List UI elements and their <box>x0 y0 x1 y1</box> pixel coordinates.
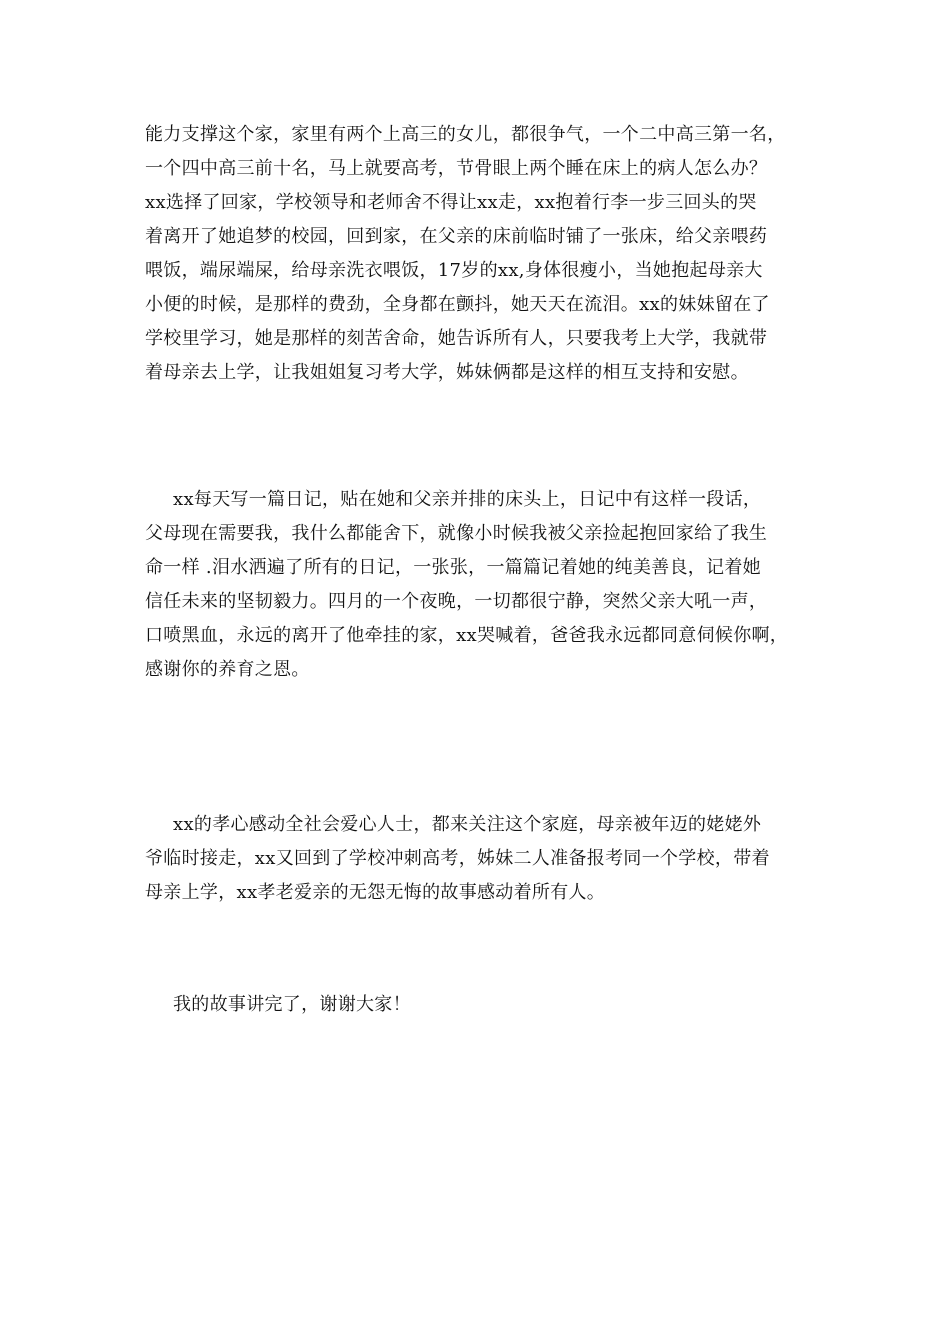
text-line: 父母现在需要我，我什么都能舍下，就像小时候我被父亲捡起抱回家给了我生 <box>145 523 768 544</box>
text-line: 母亲上学，xx孝老爱亲的无怨无悔的故事感动着所有人。 <box>145 882 606 903</box>
text-line: 能力支撑这个家，家里有两个上高三的女儿，都很争气，一个二中高三第一名， <box>145 124 786 145</box>
text-line: 喂饭，端尿端屎，给母亲洗衣喂饭，17岁的xx,身体很瘦小，当她抱起母亲大 <box>145 260 763 281</box>
paragraph-1 <box>145 118 815 390</box>
text-line: xx的孝心感动全社会爱心人士，都来关注这个家庭，母亲被年迈的姥姥外 <box>173 814 762 835</box>
text-line: xx每天写一篇日记，贴在她和父亲并排的床头上，日记中有这样一段话， <box>173 489 762 510</box>
text-line: 感谢你的养育之恩。 <box>145 659 310 680</box>
text-line: 小便的时候，是那样的费劲，全身都在颤抖，她天天在流泪。xx的妹妹留在了 <box>145 294 770 315</box>
paragraph-3 <box>145 808 815 910</box>
text-line: 着母亲去上学，让我姐姐复习考大学，姊妹俩都是这样的相互支持和安慰。 <box>145 362 749 383</box>
text-line: 信任未来的坚韧毅力。四月的一个夜晚，一切都很宁静，突然父亲大吼一声， <box>145 591 768 612</box>
paragraph-4 <box>145 988 815 1022</box>
text-line: 爷临时接走，xx又回到了学校冲刺高考，姊妹二人准备报考同一个学校，带着 <box>145 848 770 869</box>
text-line: 我的故事讲完了，谢谢大家！ <box>173 994 411 1015</box>
paragraph-2 <box>145 483 815 687</box>
text-line: xx选择了回家，学校领导和老师舍不得让xx走，xx抱着行李一步三回头的哭 <box>145 192 757 213</box>
text-line: 口喷黑血，永远的离开了他牵挂的家，xx哭喊着，爸爸我永远都同意伺候你啊， <box>145 625 789 646</box>
text-line: 着离开了她追梦的校园，回到家，在父亲的床前临时铺了一张床，给父亲喂药 <box>145 226 768 247</box>
text-line: 一个四中高三前十名，马上就要高考，节骨眼上两个睡在床上的病人怎么办？ <box>145 158 768 179</box>
text-line: 命一样 .泪水洒遍了所有的日记，一张张，一篇篇记着她的纯美善良，记着她 <box>145 557 761 578</box>
text-line: 学校里学习，她是那样的刻苦舍命，她告诉所有人，只要我考上大学，我就带 <box>145 328 768 349</box>
